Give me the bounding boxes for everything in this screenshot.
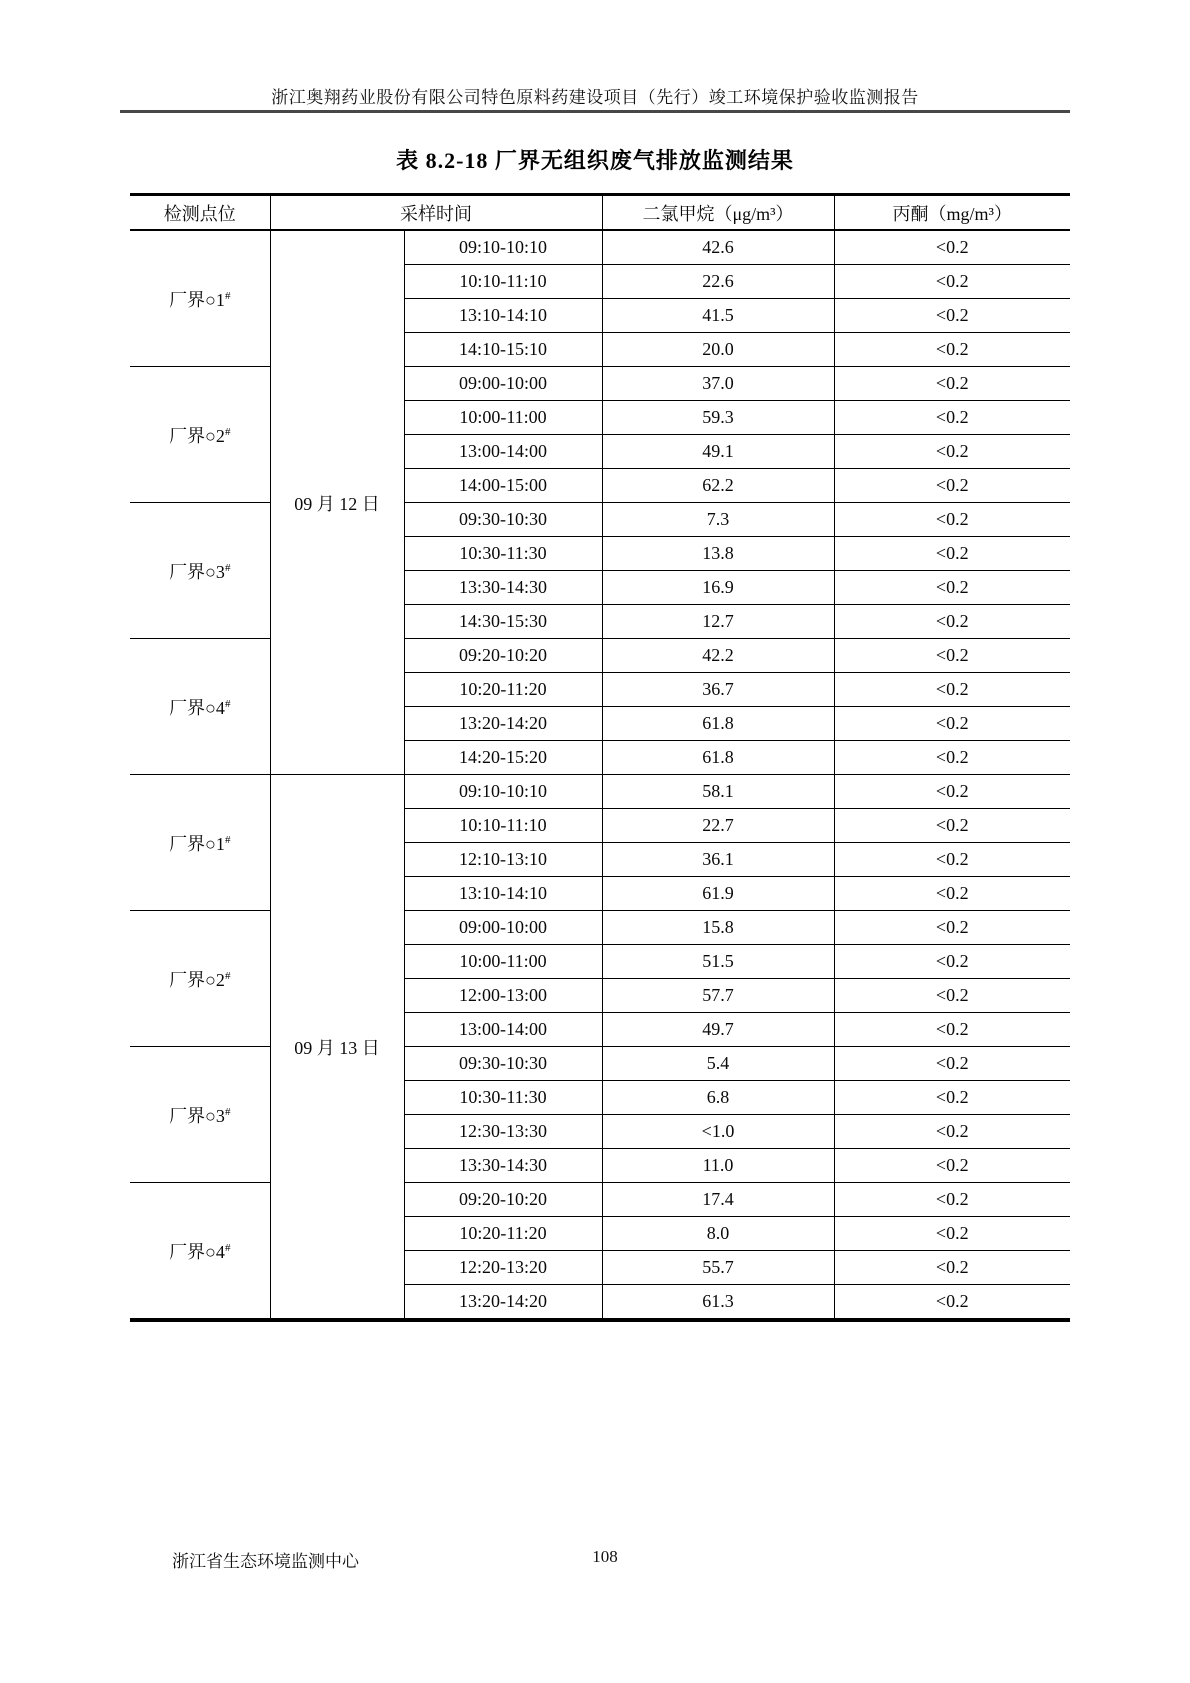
time-cell: 13:30-14:30 (404, 571, 602, 605)
monitoring-point-cell (130, 230, 270, 367)
dichloromethane-value-cell: <1.0 (602, 1115, 834, 1149)
acetone-value-cell: <0.2 (834, 537, 1070, 571)
monitoring-point-label: 厂界○4 (169, 697, 225, 718)
time-cell: 10:10-11:10 (404, 809, 602, 843)
acetone-value-cell: <0.2 (834, 877, 1070, 911)
acetone-value-cell: <0.2 (834, 945, 1070, 979)
acetone-value-cell: <0.2 (834, 1217, 1070, 1251)
dichloromethane-value-cell: 16.9 (602, 571, 834, 605)
monitoring-point-cell (130, 503, 270, 639)
time-cell: 10:10-11:10 (404, 265, 602, 299)
dichloromethane-value-cell: 49.7 (602, 1013, 834, 1047)
dichloromethane-value-cell: 41.5 (602, 299, 834, 333)
dichloromethane-value-cell: 51.5 (602, 945, 834, 979)
monitoring-point-superscript: # (224, 289, 231, 302)
time-cell: 12:00-13:00 (404, 979, 602, 1013)
col-header-acetone: 丙酮（mg/m³） (834, 195, 1070, 231)
time-cell: 12:30-13:30 (404, 1115, 602, 1149)
date-cell: 09 月 12 日 (270, 230, 404, 775)
acetone-value-cell: <0.2 (834, 435, 1070, 469)
col-header-point: 检测点位 (130, 195, 270, 231)
time-cell: 09:00-10:00 (404, 367, 602, 401)
time-cell: 09:10-10:10 (404, 775, 602, 809)
acetone-value-cell: <0.2 (834, 741, 1070, 775)
dichloromethane-value-cell: 8.0 (602, 1217, 834, 1251)
monitoring-point-cell (130, 1183, 270, 1321)
document-header-title: 浙江奥翔药业股份有限公司特色原料药建设项目（先行）竣工环境保护验收监测报告 (271, 88, 919, 107)
monitoring-point-superscript: # (224, 697, 231, 710)
dichloromethane-value-cell: 42.6 (602, 230, 834, 265)
monitoring-point-superscript: # (224, 561, 231, 574)
dichloromethane-value-cell: 13.8 (602, 537, 834, 571)
acetone-value-cell: <0.2 (834, 775, 1070, 809)
monitoring-point-superscript: # (224, 833, 231, 846)
dichloromethane-value-cell: 36.1 (602, 843, 834, 877)
monitoring-point-label: 厂界○4 (169, 1241, 225, 1262)
acetone-value-cell: <0.2 (834, 707, 1070, 741)
time-cell: 13:10-14:10 (404, 877, 602, 911)
monitoring-point-superscript: # (224, 1241, 231, 1254)
time-cell: 14:00-15:00 (404, 469, 602, 503)
dichloromethane-value-cell: 42.2 (602, 639, 834, 673)
time-cell: 12:10-13:10 (404, 843, 602, 877)
acetone-value-cell: <0.2 (834, 1047, 1070, 1081)
dichloromethane-value-cell: 22.7 (602, 809, 834, 843)
time-cell: 14:30-15:30 (404, 605, 602, 639)
time-cell: 10:30-11:30 (404, 537, 602, 571)
monitoring-point-superscript: # (224, 1105, 231, 1118)
time-cell: 10:30-11:30 (404, 1081, 602, 1115)
time-cell: 13:10-14:10 (404, 299, 602, 333)
time-cell: 10:00-11:00 (404, 945, 602, 979)
acetone-value-cell: <0.2 (834, 230, 1070, 265)
table-row (130, 775, 1070, 809)
time-cell: 09:30-10:30 (404, 1047, 602, 1081)
footer-organization: 浙江省生态环境监测中心 (172, 1552, 359, 1571)
dichloromethane-value-cell: 61.8 (602, 707, 834, 741)
dichloromethane-value-cell: 61.8 (602, 741, 834, 775)
dichloromethane-value-cell: 5.4 (602, 1047, 834, 1081)
acetone-value-cell: <0.2 (834, 299, 1070, 333)
monitoring-point-label: 厂界○1 (169, 833, 225, 854)
monitoring-point-cell (130, 775, 270, 911)
dichloromethane-value-cell: 11.0 (602, 1149, 834, 1183)
dichloromethane-value-cell: 62.2 (602, 469, 834, 503)
dichloromethane-value-cell: 49.1 (602, 435, 834, 469)
monitoring-point-label: 厂界○1 (169, 289, 225, 310)
acetone-value-cell: <0.2 (834, 1183, 1070, 1217)
table-body (130, 230, 1070, 1320)
dichloromethane-value-cell: 17.4 (602, 1183, 834, 1217)
time-cell: 09:00-10:00 (404, 911, 602, 945)
dichloromethane-value-cell: 36.7 (602, 673, 834, 707)
acetone-value-cell: <0.2 (834, 265, 1070, 299)
date-cell: 09 月 13 日 (270, 775, 404, 1321)
time-cell: 09:30-10:30 (404, 503, 602, 537)
acetone-value-cell: <0.2 (834, 605, 1070, 639)
acetone-value-cell: <0.2 (834, 911, 1070, 945)
time-cell: 09:10-10:10 (404, 230, 602, 265)
time-cell: 13:00-14:00 (404, 1013, 602, 1047)
time-cell: 10:20-11:20 (404, 673, 602, 707)
acetone-value-cell: <0.2 (834, 1115, 1070, 1149)
acetone-value-cell: <0.2 (834, 639, 1070, 673)
acetone-value-cell: <0.2 (834, 401, 1070, 435)
header-rule (120, 110, 1070, 113)
acetone-value-cell: <0.2 (834, 809, 1070, 843)
footer-page-number: 108 (592, 1547, 618, 1566)
monitoring-point-superscript: # (224, 425, 231, 438)
monitoring-point-cell (130, 911, 270, 1047)
dichloromethane-value-cell: 15.8 (602, 911, 834, 945)
col-header-sampling-time: 采样时间 (270, 195, 602, 231)
dichloromethane-value-cell: 58.1 (602, 775, 834, 809)
monitoring-point-label: 厂界○2 (169, 969, 225, 990)
time-cell: 14:20-15:20 (404, 741, 602, 775)
acetone-value-cell: <0.2 (834, 503, 1070, 537)
monitoring-point-cell (130, 639, 270, 775)
time-cell: 13:20-14:20 (404, 1285, 602, 1321)
monitoring-point-superscript: # (224, 969, 231, 982)
dichloromethane-value-cell: 59.3 (602, 401, 834, 435)
acetone-value-cell: <0.2 (834, 1149, 1070, 1183)
dichloromethane-value-cell: 57.7 (602, 979, 834, 1013)
acetone-value-cell: <0.2 (834, 333, 1070, 367)
dichloromethane-value-cell: 6.8 (602, 1081, 834, 1115)
monitoring-point-cell (130, 367, 270, 503)
acetone-value-cell: <0.2 (834, 1013, 1070, 1047)
time-cell: 13:20-14:20 (404, 707, 602, 741)
monitoring-results-table (130, 193, 1070, 1322)
dichloromethane-value-cell: 61.3 (602, 1285, 834, 1321)
time-cell: 09:20-10:20 (404, 639, 602, 673)
dichloromethane-value-cell: 55.7 (602, 1251, 834, 1285)
time-cell: 10:20-11:20 (404, 1217, 602, 1251)
dichloromethane-value-cell: 22.6 (602, 265, 834, 299)
acetone-value-cell: <0.2 (834, 1285, 1070, 1321)
acetone-value-cell: <0.2 (834, 1081, 1070, 1115)
time-cell: 14:10-15:10 (404, 333, 602, 367)
time-cell: 12:20-13:20 (404, 1251, 602, 1285)
time-cell: 09:20-10:20 (404, 1183, 602, 1217)
table-header-row (130, 195, 1070, 231)
acetone-value-cell: <0.2 (834, 843, 1070, 877)
acetone-value-cell: <0.2 (834, 1251, 1070, 1285)
col-header-dichloromethane: 二氯甲烷（μg/m³） (602, 195, 834, 231)
dichloromethane-value-cell: 20.0 (602, 333, 834, 367)
acetone-value-cell: <0.2 (834, 571, 1070, 605)
acetone-value-cell: <0.2 (834, 979, 1070, 1013)
acetone-value-cell: <0.2 (834, 673, 1070, 707)
dichloromethane-value-cell: 61.9 (602, 877, 834, 911)
table-row (130, 230, 1070, 265)
monitoring-point-label: 厂界○3 (169, 1105, 225, 1126)
monitoring-point-label: 厂界○3 (169, 561, 225, 582)
dichloromethane-value-cell: 12.7 (602, 605, 834, 639)
acetone-value-cell: <0.2 (834, 469, 1070, 503)
monitoring-point-label: 厂界○2 (169, 425, 225, 446)
dichloromethane-value-cell: 37.0 (602, 367, 834, 401)
monitoring-point-cell (130, 1047, 270, 1183)
dichloromethane-value-cell: 7.3 (602, 503, 834, 537)
acetone-value-cell: <0.2 (834, 367, 1070, 401)
time-cell: 13:00-14:00 (404, 435, 602, 469)
time-cell: 10:00-11:00 (404, 401, 602, 435)
time-cell: 13:30-14:30 (404, 1149, 602, 1183)
table-title: 表 8.2-18 厂界无组织废气排放监测结果 (396, 148, 794, 173)
